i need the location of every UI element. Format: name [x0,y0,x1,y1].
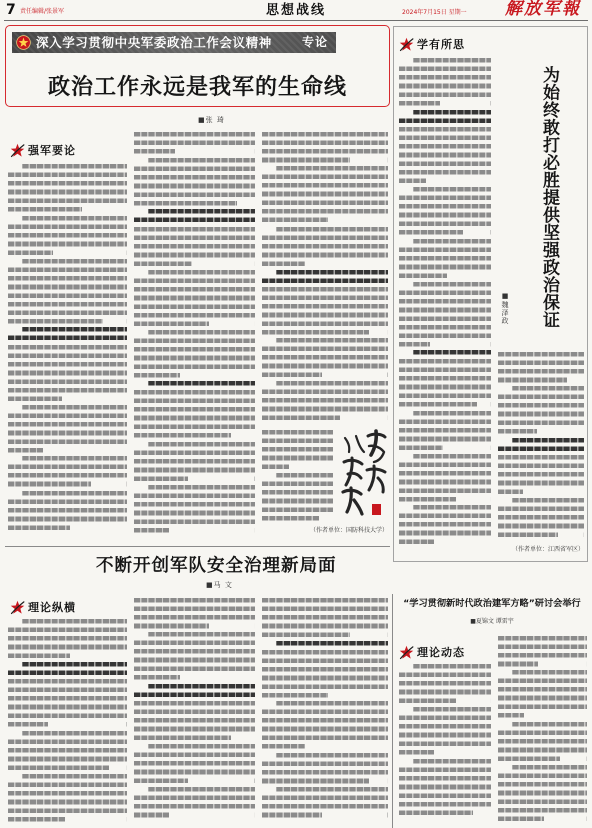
section-divider [5,546,390,547]
star-icon [399,645,414,660]
body-text-paragraph [134,596,255,630]
body-text-paragraph [262,471,333,523]
masthead-logo: 解放军報 [505,0,581,19]
column-divider [392,594,393,828]
column-label-lilunzongheng [10,600,76,614]
body-text-paragraph [8,677,127,729]
body-text-paragraph [134,630,255,682]
column-label-text: 理论纵横 [28,600,76,614]
body-text-paragraph [399,348,491,357]
section-title: 思想战线 [265,3,326,18]
body-text-paragraph [399,56,491,108]
feature-byline: ■张 琦 [198,116,225,124]
body-text-paragraph [262,428,333,471]
header-rule [4,20,588,21]
page-number: 7 [6,2,16,18]
body-text-paragraph [8,772,127,824]
banner-text: 深入学习贯彻中央军委政治工作会议精神 [36,35,272,50]
star-icon [10,600,25,615]
body-text-paragraph [8,454,127,488]
body-text-paragraph [134,699,255,742]
body-text-paragraph [399,503,491,546]
body-text-paragraph [262,596,388,639]
article-body-column [262,428,333,523]
body-text-paragraph [262,699,388,751]
body-text-paragraph [498,496,584,539]
editor-credit: 责任编辑/张景军 [20,8,65,15]
body-text-paragraph [399,452,491,504]
body-text-paragraph [134,225,255,268]
article-body-column [8,162,127,538]
body-text-paragraph [399,757,491,817]
body-text-paragraph [134,130,255,156]
body-text-paragraph [262,285,388,337]
banner-tag: 专论 [301,35,328,49]
article-body-column [134,596,255,820]
body-text-paragraph [134,388,255,440]
sidebar-author-note: （作者单位：江西省军区） [511,546,584,553]
feature-author-note: （作者单位：国防科技大学） [309,527,388,534]
column-label-lilundongtai [399,645,465,659]
body-text-paragraph [399,662,491,705]
body-text-paragraph [262,785,388,819]
body-text-paragraph [8,325,127,342]
sidebar-headline[interactable]: 为始终敢打必胜提供坚强政治保证 [539,66,559,329]
body-text-paragraph [498,384,584,436]
star-icon [10,143,25,158]
body-text-paragraph [399,237,491,280]
body-text-paragraph [134,207,255,224]
body-text-paragraph [399,280,491,349]
body-text-paragraph [498,668,587,720]
star-icon [399,37,414,52]
column-label-text: 强军要论 [28,143,76,157]
body-text-paragraph [262,336,388,379]
body-text-paragraph [8,214,127,257]
body-text-paragraph [262,130,388,164]
body-text-paragraph [134,742,255,785]
body-text-paragraph [134,268,255,328]
article-body-column [262,130,388,428]
article-body-column [399,56,491,552]
article-body-column [134,130,255,538]
body-text-paragraph [399,185,491,237]
feature-headline[interactable]: 政治工作永远是我军的生命线 [47,75,347,100]
column-label-xueyousuosi [399,37,465,51]
body-text-paragraph [262,225,388,268]
body-text-paragraph [134,440,255,483]
body-text-paragraph [134,379,255,388]
body-text-paragraph [8,403,127,455]
body-text-paragraph [8,343,127,403]
article-body-column [399,662,491,825]
calligraphy-artwork [338,428,390,524]
body-text-paragraph [498,634,587,668]
security-article-byline: ■马 文 [206,581,233,589]
body-text-paragraph [134,156,255,208]
body-text-paragraph [134,483,255,535]
security-article-headline[interactable]: 不断开创军队安全治理新局面 [96,556,337,576]
article-body-column [498,634,587,824]
article-body-column [498,350,584,540]
body-text-paragraph [8,729,127,772]
body-text-paragraph [8,162,127,214]
body-text-paragraph [498,763,587,823]
feature-banner [12,32,336,53]
column-label-text: 学有所思 [417,37,465,51]
body-text-paragraph [134,785,255,819]
emblem-icon [16,35,31,50]
body-text-paragraph [134,682,255,699]
body-text-paragraph [399,108,491,125]
body-text-paragraph [8,660,127,677]
body-text-paragraph [262,379,388,422]
body-text-paragraph [262,639,388,648]
seminar-news-byline: ■夏锦文 谭雷宇 [470,618,514,625]
body-text-paragraph [399,409,491,452]
body-text-paragraph [8,617,127,660]
body-text-paragraph [498,453,584,496]
sidebar-byline: ■魏泽政 [501,292,509,325]
body-text-paragraph [8,257,127,326]
body-text-paragraph [262,164,388,224]
body-text-paragraph [399,125,491,185]
body-text-paragraph [8,489,127,532]
body-text-paragraph [498,720,587,763]
body-text-paragraph [262,268,388,285]
column-label-qiangjun [10,143,76,157]
article-body-column [262,596,388,820]
body-text-paragraph [262,648,388,700]
body-text-paragraph [399,705,491,757]
article-body-column [8,617,127,824]
column-label-text: 理论动态 [417,645,465,659]
seminar-news-headline[interactable]: “学习贯彻新时代政治建军方略”研讨会举行 [403,598,581,609]
issue-date: 2024年7月15日 星期一 [402,9,467,16]
body-text-paragraph [399,357,491,409]
body-text-paragraph [134,328,255,380]
body-text-paragraph [498,350,584,384]
body-text-paragraph [262,751,388,785]
body-text-paragraph [498,436,584,453]
